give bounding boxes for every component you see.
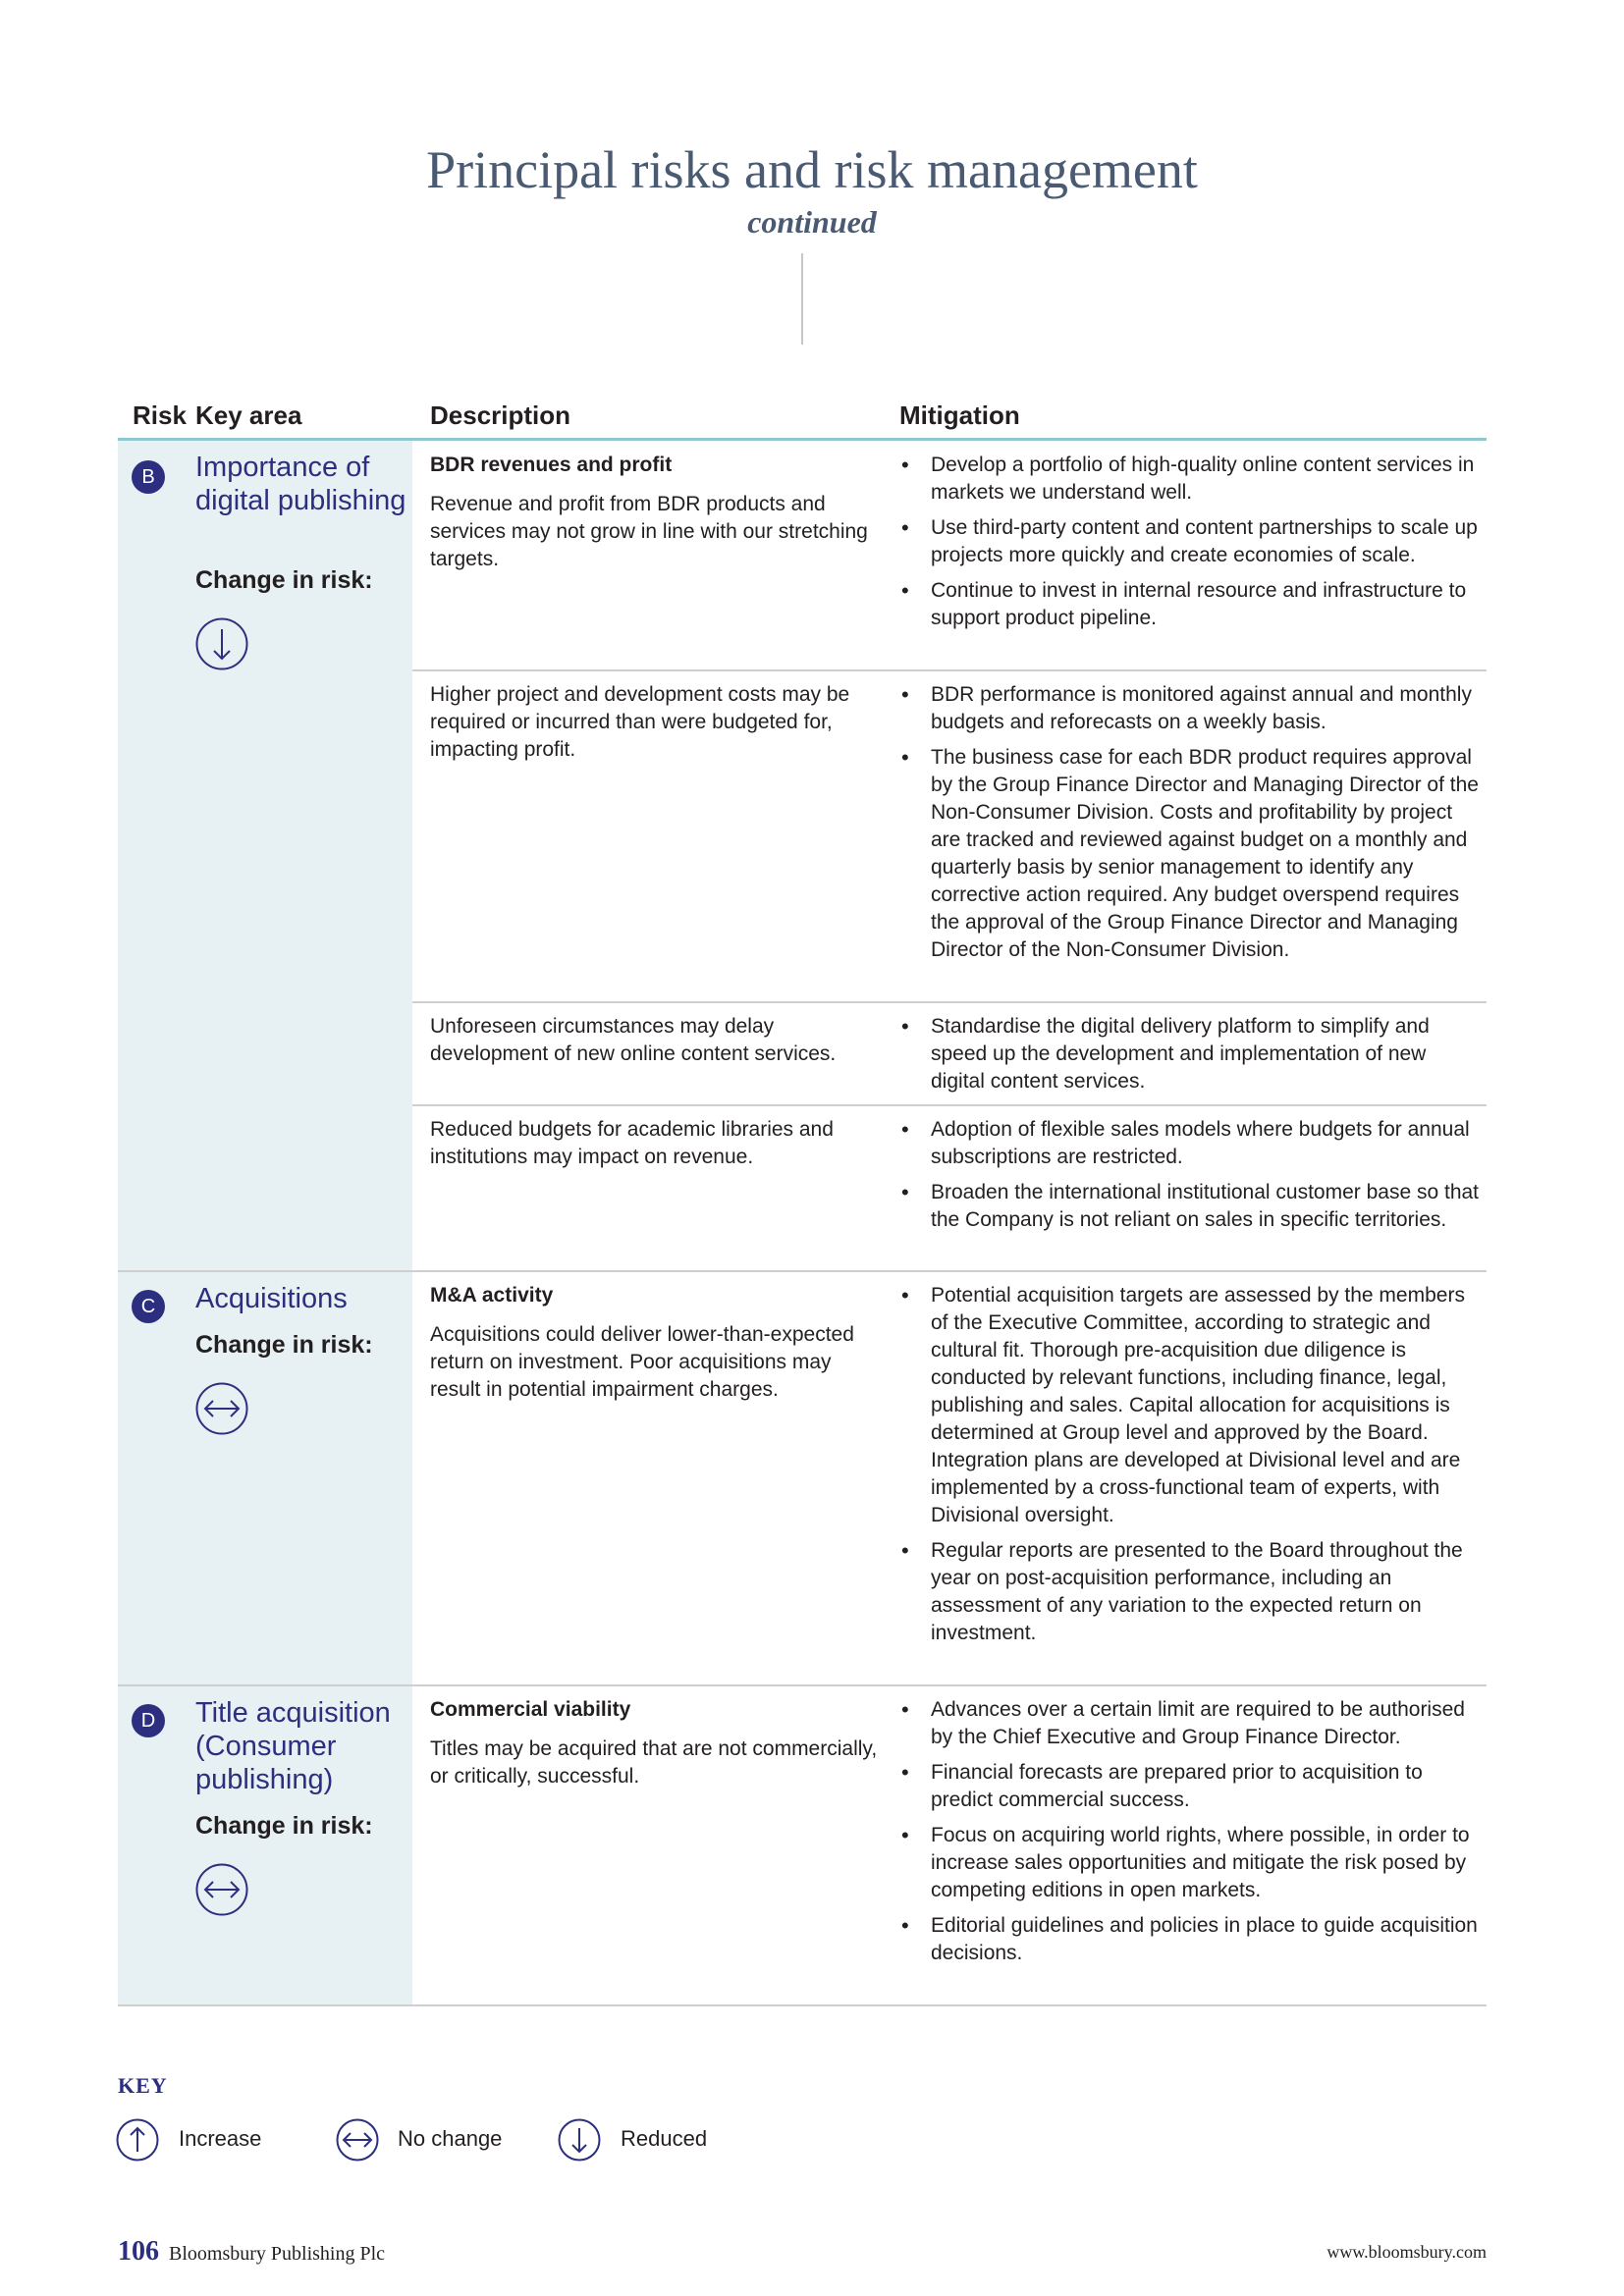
key-label-reduced: Reduced bbox=[621, 2126, 708, 2151]
risk-badge: C bbox=[132, 1290, 165, 1323]
arrow-down-icon bbox=[195, 617, 248, 670]
risk-badge: B bbox=[132, 460, 165, 494]
risk-d-key-panel bbox=[118, 1686, 412, 2005]
mitigation-item: • Adoption of flexible sales models where budgets for annual subscriptions are restricted. bbox=[899, 1116, 1479, 1171]
risk-b-row2-mitigation bbox=[899, 681, 1479, 972]
footer-left bbox=[118, 2236, 385, 2268]
risk-b-row1-description bbox=[430, 452, 882, 573]
risk-badge: D bbox=[132, 1704, 165, 1737]
mitigation-item: • Standardise the digital delivery platform to simplify and speed up the development and implementation of new digital content services. bbox=[899, 1013, 1479, 1095]
key-label-no-change: No change bbox=[398, 2126, 503, 2151]
risk-key-area: Title acquisition (Consumer publishing) bbox=[195, 1697, 391, 1795]
mitigation-item: • The business case for each BDR product requires approval by the Group Finance Director and Managing Director of the Non-Consumer Division. Costs and profitability by project are tracked and reviewed against budget on a monthly and quarterly basis by senior management to identify any corrective action required. Any budget overspend requires the approval of the Group Finance Director and Managing Director of the Non-Consumer Division. bbox=[899, 744, 1479, 964]
key-title: KEY bbox=[118, 2073, 168, 2098]
page-title: Principal risks and risk management bbox=[426, 140, 1198, 199]
mitigation-item: • Editorial guidelines and policies in place to guide acquisition decisions. bbox=[899, 1912, 1479, 1967]
mitigation-item: • Advances over a certain limit are required to be authorised by the Chief Executive and Group Finance Director. bbox=[899, 1696, 1479, 1751]
arrow-down-icon bbox=[558, 2118, 601, 2162]
page-number: 106 bbox=[118, 2236, 159, 2267]
change-in-risk-label: Change in risk: bbox=[195, 566, 373, 594]
risk-b-row3-mitigation bbox=[899, 1013, 1479, 1103]
mitigation-item: • BDR performance is monitored against annual and monthly budgets and reforecasts on a weekly basis. bbox=[899, 681, 1479, 736]
arrow-left-right-icon bbox=[336, 2118, 379, 2162]
risk-c-row1-mitigation bbox=[899, 1282, 1479, 1655]
mitigation-item: • Use third-party content and content partnerships to scale up projects more quickly and create economies of scale. bbox=[899, 514, 1479, 569]
description-text: Higher project and development costs may be required or incurred than were budgeted for, impacting profit. bbox=[430, 683, 850, 761]
risk-key-area: Importance of digital publishing bbox=[195, 452, 406, 516]
arrow-left-right-icon bbox=[195, 1863, 248, 1916]
header-description: Description bbox=[430, 400, 571, 430]
arrow-left-right-icon bbox=[195, 1382, 248, 1435]
website-link[interactable]: www.bloomsbury.com bbox=[1326, 2242, 1487, 2262]
change-in-risk-label: Change in risk: bbox=[195, 1812, 373, 1840]
risk-c-row1-description bbox=[430, 1282, 882, 1404]
description-text: Titles may be acquired that are not commercially, or critically, successful. bbox=[430, 1737, 878, 1788]
company-name: Bloomsbury Publishing Plc bbox=[169, 2243, 386, 2265]
description-text: Revenue and profit from BDR products and services may not grow in line with our stretching targets. bbox=[430, 493, 868, 570]
risk-b-row3-description bbox=[430, 1013, 882, 1068]
description-text: Acquisitions could deliver lower-than-expected return on investment. Poor acquisitions may result in potential impairment charges. bbox=[430, 1323, 854, 1401]
header-key-area: Key area bbox=[195, 400, 302, 430]
risk-c-key-panel bbox=[118, 1272, 412, 1685]
mitigation-item: • Potential acquisition targets are assessed by the members of the Executive Committee, according to strategic and cultural fit. Thorough pre-acquisition due diligence is conducted by relevant functions, including finance, legal, publishing and sales. Capital allocation for acquisitions is determined at Group level and approved by the Board. Integration plans are developed at Divisional level and are implemented by a cross-functional team of experts, with Divisional oversight. bbox=[899, 1282, 1479, 1529]
row-separator bbox=[412, 1104, 1487, 1106]
risk-b-row2-description bbox=[430, 681, 882, 764]
mitigation-item: • Regular reports are presented to the Board throughout the year on post-acquisition performance, including an assessment of any variation to the expected return on investment. bbox=[899, 1537, 1479, 1647]
description-heading: BDR revenues and profit bbox=[430, 454, 673, 476]
risk-key-area: Acquisitions bbox=[195, 1283, 348, 1314]
description-text: Reduced budgets for academic libraries and institutions may impact on revenue. bbox=[430, 1118, 834, 1168]
header-mitigation: Mitigation bbox=[899, 400, 1020, 430]
description-heading: Commercial viability bbox=[430, 1698, 631, 1721]
risk-d-row1-mitigation bbox=[899, 1696, 1479, 1975]
mitigation-item: • Financial forecasts are prepared prior to acquisition to predict commercial success. bbox=[899, 1759, 1479, 1814]
description-heading: M&A activity bbox=[430, 1284, 554, 1307]
mitigation-item: • Continue to invest in internal resource and infrastructure to support product pipeline. bbox=[899, 577, 1479, 632]
mitigation-item: • Develop a portfolio of high-quality online content services in markets we understand well. bbox=[899, 452, 1479, 507]
table-bottom-rule bbox=[118, 2004, 1487, 2006]
change-in-risk-label: Change in risk: bbox=[195, 1331, 373, 1359]
key-label-increase: Increase bbox=[179, 2126, 262, 2151]
row-separator bbox=[412, 669, 1487, 671]
header-risk: Risk bbox=[133, 400, 187, 430]
risk-b-row4-description bbox=[430, 1116, 882, 1171]
page-subtitle: continued bbox=[747, 204, 877, 240]
mitigation-item: • Broaden the international institutional customer base so that the Company is not reliant on sales in specific territories. bbox=[899, 1179, 1479, 1234]
row-separator bbox=[412, 1001, 1487, 1003]
title-divider bbox=[801, 253, 803, 345]
risk-d-row1-description bbox=[430, 1696, 882, 1790]
risk-b-key-panel bbox=[118, 441, 412, 1271]
risk-b-row4-mitigation bbox=[899, 1116, 1479, 1242]
mitigation-item: • Focus on acquiring world rights, where possible, in order to increase sales opportunities and mitigate the risk posed by competing editions in open markets. bbox=[899, 1822, 1479, 1904]
risk-b-row1-mitigation bbox=[899, 452, 1479, 640]
description-text: Unforeseen circumstances may delay development of new online content services. bbox=[430, 1015, 837, 1065]
arrow-up-icon bbox=[116, 2118, 159, 2162]
